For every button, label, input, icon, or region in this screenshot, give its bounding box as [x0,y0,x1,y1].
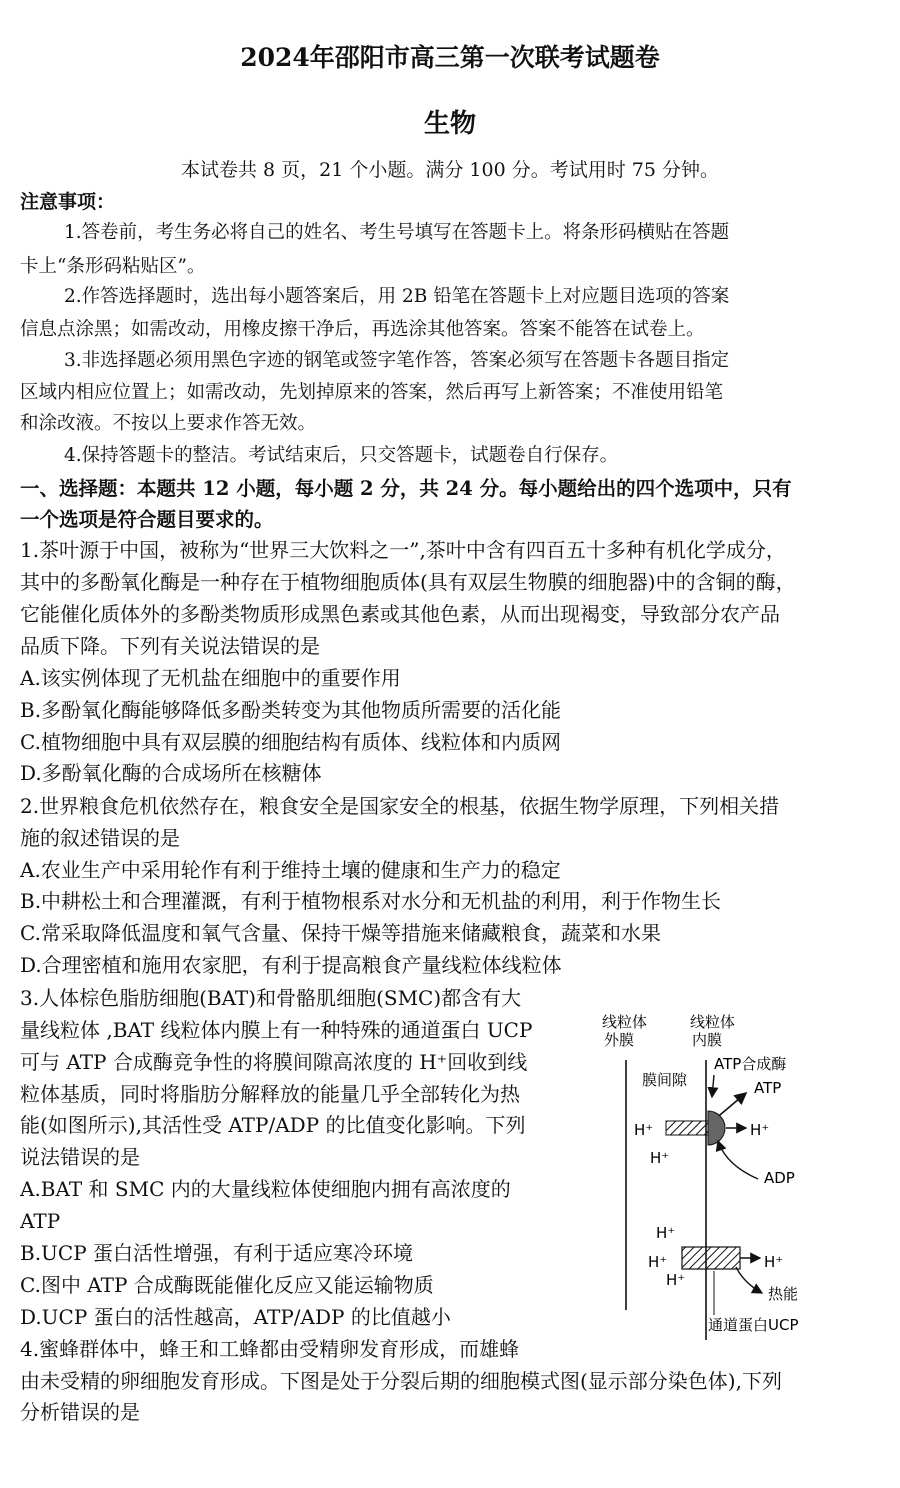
q2-stem-line: 施的叙述错误的是 [20,826,180,850]
outer-membrane-label: 线粒体 [602,1013,648,1031]
q3-stem-line: 说法错误的是 [20,1145,140,1169]
q3-stem-line: 3.人体棕色脂肪细胞(BAT)和骨骼肌细胞(SMC)都含有大 [20,986,522,1010]
q1-stem-line: 品质下降。下列有关说法错误的是 [20,634,320,658]
section-heading: 一个选项是符合题目要求的。 [20,508,274,531]
notice-line: 卡上“条形码粘贴区”。 [20,256,206,277]
q4-stem-line: 4.蜜蜂群体中，蜂王和工蜂都由受精卵发育形成，而雄蜂 [20,1337,520,1361]
q2-option-b: B.中耕松土和合理灌溉，有利于植物根系对水分和无机盐的利用，利于作物生长 [20,889,722,913]
ucp-label: 通道蛋白UCP [708,1316,799,1334]
ucp-channel [682,1247,740,1269]
intermembrane-label: 膜间隙 [642,1071,688,1089]
notice-line: 1.答卷前，考生务必将自己的姓名、考生号填写在答题卡上。将条形码横贴在答题 [64,222,730,243]
h-ion-label: H⁺ [656,1224,676,1242]
adp-label: ADP [764,1169,795,1187]
notice-line: 和涂改液。不按以上要求作答无效。 [20,413,317,434]
q3-option-d: D.UCP 蛋白的活性越高，ATP/ADP 的比值越小 [20,1305,451,1329]
exam-title: 2024年邵阳市高三第一次联考试题卷 [240,43,660,72]
q3-stem-line: 粒体基质，同时将脂肪分解释放的能量几乎全部转化为热 [20,1082,520,1106]
q4-stem-line: 分析错误的是 [20,1400,140,1424]
q3-option-a-cont: ATP [20,1209,61,1233]
notice-line: 3.非选择题必须用黑色字迹的钢笔或签字笔作答，答案必须写在答题卡各题目指定 [64,350,730,371]
q3-option-a: A.BAT 和 SMC 内的大量线粒体使细胞内拥有高浓度的 [20,1177,511,1201]
q2-option-d: D.合理密植和施用农家肥，有利于提高粮食产量线粒体线粒体 [20,953,562,977]
h-ion-label: H⁺ [750,1121,770,1139]
atp-label: ATP [754,1079,782,1097]
q4-stem-line: 由未受精的卵细胞发育形成。下图是处于分裂后期的细胞模式图(显示部分染色体),下列 [20,1369,782,1393]
atp-synthase-head [708,1111,725,1145]
q3-stem-line: 能(如图所示),其活性受 ATP/ADP 的比值变化影响。下列 [20,1113,526,1137]
q2-option-a: A.农业生产中采用轮作有利于维持土壤的健康和生产力的稳定 [20,858,561,882]
exam-info: 本试卷共 8 页，21 个小题。满分 100 分。考试用时 75 分钟。 [181,159,719,181]
notice-line: 2.作答选择题时，选出每小题答案后，用 2B 铅笔在答题卡上对应题目选项的答案 [64,286,730,307]
q3-stem-line: 可与 ATP 合成酶竞争性的将膜间隙高浓度的 H⁺回收到线 [20,1050,528,1074]
q1-stem-line: 1.茶叶源于中国，被称为“世界三大饮料之一”,茶叶中含有四百五十多种有机化学成分， [20,538,786,562]
h-ion-label: H⁺ [666,1271,686,1289]
subject-title: 生物 [423,109,476,139]
atp-synthase-pointer [712,1075,714,1097]
inner-membrane-label: 内膜 [692,1031,723,1049]
q1-option-c: C.植物细胞中具有双层膜的细胞结构有质体、线粒体和内质网 [20,730,561,754]
notice-heading: 注意事项： [20,191,116,213]
q1-option-b: B.多酚氧化酶能够降低多酚类转变为其他物质所需要的活化能 [20,698,562,722]
q3-option-c: C.图中 ATP 合成酶既能催化反应又能运输物质 [20,1273,434,1297]
q3-option-b: B.UCP 蛋白活性增强，有利于适应寒冷环境 [20,1241,414,1265]
notice-line: 区域内相应位置上；如需改动，先划掉原来的答案，然后再写上新答案；不准使用铅笔 [20,382,724,403]
q3-stem-line: 量线粒体 ,BAT 线粒体内膜上有一种特殊的通道蛋白 UCP [20,1018,533,1042]
h-ion-label: H⁺ [634,1121,654,1139]
atp-synthase-channel [666,1121,710,1135]
outer-membrane-label: 外膜 [604,1031,635,1049]
h-ion-label: H⁺ [764,1253,784,1271]
mitochondria-diagram [596,1005,856,1345]
q1-stem-line: 其中的多酚氧化酶是一种存在于植物细胞质体(具有双层生物膜的细胞器)中的含铜的酶， [20,570,796,594]
q1-stem-line: 它能催化质体外的多酚类物质形成黑色素或其他色素，从而出现褐变，导致部分农产品 [20,602,780,626]
notice-line: 信息点涂黑；如需改动，用橡皮擦干净后，再选涂其他答案。答案不能答在试卷上。 [20,319,705,340]
heat-arrow [736,1267,762,1293]
adp-arrow [718,1141,758,1179]
notice-line: 4.保持答题卡的整洁。考试结束后，只交答题卡，试题卷自行保存。 [64,445,619,466]
q1-option-a: A.该实例体现了无机盐在细胞中的重要作用 [20,666,401,690]
inner-membrane-label: 线粒体 [690,1013,736,1031]
h-ion-label: H⁺ [648,1253,668,1271]
h-ion-label: H⁺ [650,1149,670,1167]
q1-option-d: D.多酚氧化酶的合成场所在核糖体 [20,761,322,785]
section-heading: 一、选择题：本题共 12 小题，每小题 2 分，共 24 分。每小题给出的四个选项中，只有 [20,477,792,500]
q2-option-c: C.常采取降低温度和氧气含量、保持干燥等措施来储藏粮食，蔬菜和水果 [20,921,661,945]
atp-synthase-label: ATP合成酶 [714,1055,787,1073]
q2-stem-line: 2.世界粮食危机依然存在，粮食安全是国家安全的根基，依据生物学原理，下列相关措 [20,794,780,818]
heat-label: 热能 [768,1285,799,1303]
